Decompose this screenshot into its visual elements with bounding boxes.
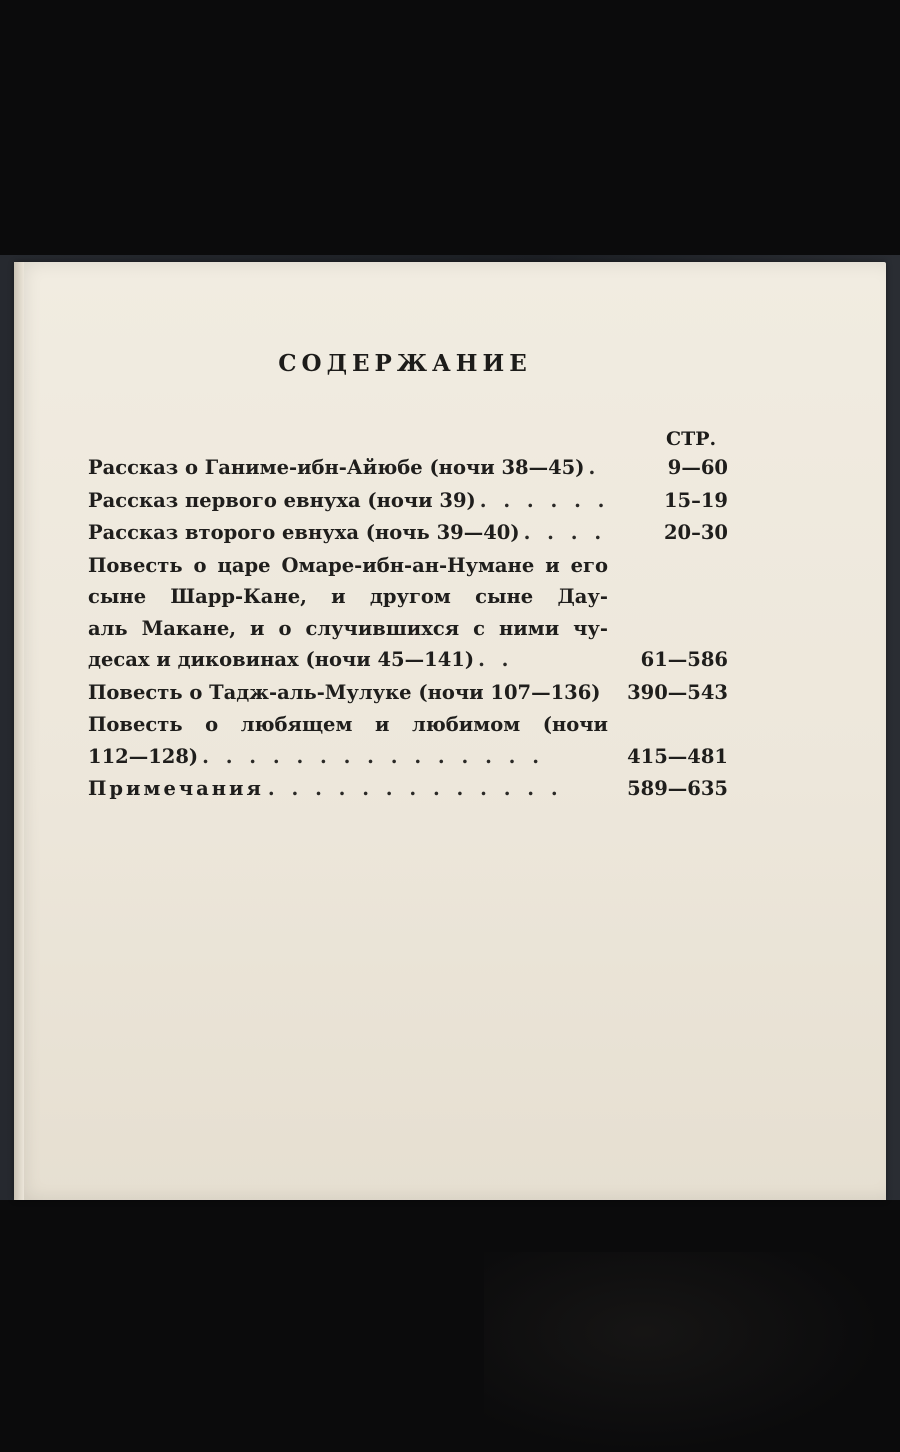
toc-entry-line <box>88 741 728 773</box>
toc-entry-line <box>88 485 728 517</box>
show-through-shadow <box>484 1252 884 1452</box>
toc-leader-dots: . . . . . . . . . . . . . <box>267 777 563 800</box>
toc-entry-lover <box>88 709 728 772</box>
toc-entry-title: десах и диковинах (ночи 45—141) <box>88 648 475 671</box>
toc-entry-title: Рассказ первого евнуха (ночи 39) <box>88 488 476 512</box>
toc-leader-dots: . . <box>478 648 514 671</box>
toc-entry-title: Рассказ о Ганиме-ибн-Айюбе (ночи 38—45) <box>88 456 585 479</box>
toc-entry-pages: 589—635 <box>627 777 728 800</box>
toc-entry-line <box>88 452 728 484</box>
toc-entry-line <box>88 773 728 805</box>
toc-entry-wrapped-line: сыне Шарр-Кане, и другом сыне Дау- <box>88 585 608 608</box>
toc-entry-title: Повесть о Тадж-аль-Мулуке (ночи 107—136) <box>88 680 601 704</box>
toc-entry-first-eunuch <box>88 485 728 517</box>
toc-entry-line <box>88 517 728 549</box>
toc-entry-pages: 415—481 <box>627 744 728 768</box>
toc-entry-pages: 61—586 <box>640 648 728 671</box>
toc-entry-wrapped-line: аль Макане, и о случившихся с ними чу- <box>88 616 608 640</box>
toc-entry-title: Рассказ второго евнуха (ночь 39—40) <box>88 521 520 544</box>
toc-entry-line <box>88 644 728 676</box>
page-title: СОДЕРЖАНИЕ <box>278 350 532 377</box>
toc-leader-dots: . . . . . . <box>479 488 610 512</box>
page-gutter-shadow <box>14 262 24 1200</box>
toc-entry-pages: 390—543 <box>627 680 728 704</box>
toc-entry-wrapped-line: Повесть о любящем и любимом (ночи <box>88 713 608 736</box>
toc-entry-pages: 15–19 <box>663 488 728 512</box>
toc-entry-title: Примечания <box>88 777 264 800</box>
toc-leader-dots: . <box>588 456 601 479</box>
table-of-contents <box>88 452 728 806</box>
toc-entry-ganim <box>88 452 728 484</box>
toc-entry-pages: 20–30 <box>663 521 728 544</box>
toc-entry-second-eunuch <box>88 517 728 549</box>
toc-entry-title: 112—128) <box>88 744 199 768</box>
toc-entry-notes <box>88 773 728 805</box>
toc-leader-dots: . . . . <box>523 521 607 544</box>
toc-entry-line <box>88 677 728 709</box>
toc-entry-wrapped-line: Повесть о царе Омаре-ибн-ан-Нумане и его <box>88 553 608 577</box>
toc-leader-dots: . . . . . . . . . . . . . . . <box>202 744 545 768</box>
toc-entry-pages: 9—60 <box>667 456 728 479</box>
toc-entry-omar <box>88 550 728 676</box>
pages-column-header: СТР. <box>666 428 717 450</box>
toc-entry-taj <box>88 677 728 709</box>
